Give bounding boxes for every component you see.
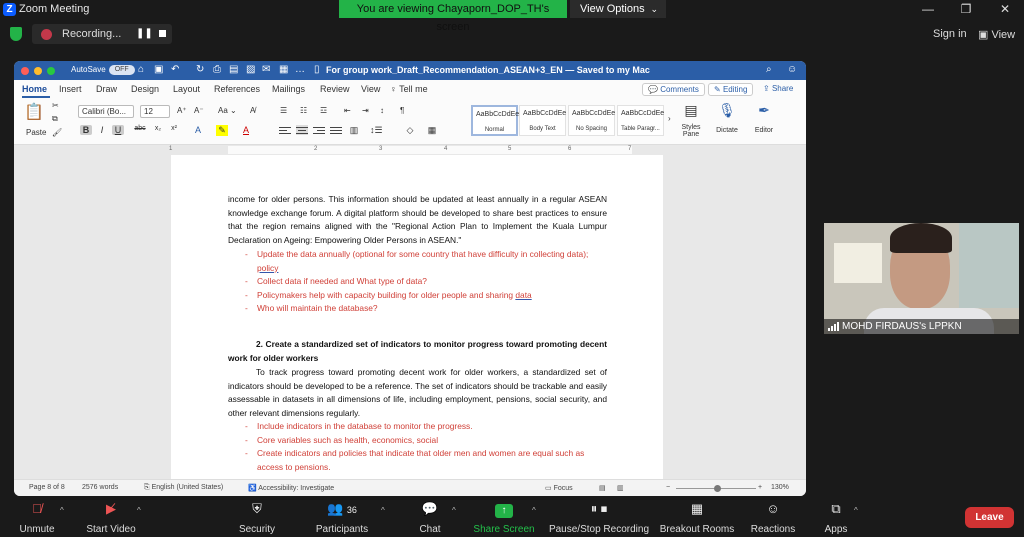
share-screen-icon: ↑ xyxy=(472,501,536,518)
zoom-in-icon[interactable]: + xyxy=(758,484,763,491)
recording-label: Recording... xyxy=(62,28,122,40)
save-icon[interactable]: ▣ xyxy=(154,64,164,75)
participants-icon: 👥 36 xyxy=(327,501,357,516)
cut-icon[interactable]: ✂ xyxy=(52,101,59,110)
underline-icon[interactable]: U xyxy=(112,125,124,135)
horizontal-ruler[interactable] xyxy=(14,145,806,155)
signal-strength-icon xyxy=(828,322,839,331)
mac-close-icon[interactable] xyxy=(21,67,29,75)
styles-pane-icon[interactable]: ▤ xyxy=(684,102,698,118)
zoom-out-icon[interactable]: − xyxy=(666,484,671,491)
style-name: Body Text xyxy=(529,126,556,132)
status-bar xyxy=(14,479,806,496)
tell-me-search[interactable] xyxy=(390,84,428,94)
bullet-item: - Update the data annually (optional for some country that have difficulty in collecting data); policy xyxy=(245,249,589,273)
chat-caret-icon[interactable]: ^ xyxy=(452,506,456,515)
editing-button[interactable]: ✎ Editing xyxy=(708,83,753,96)
web-layout-icon[interactable]: ▥ xyxy=(617,485,624,492)
focus-mode[interactable] xyxy=(545,484,573,492)
start-video-button[interactable] xyxy=(82,497,140,537)
tab-draw[interactable]: Draw xyxy=(96,84,118,94)
video-window xyxy=(959,223,1019,308)
ruler-number: 4 xyxy=(444,146,448,152)
meeting-toolbar xyxy=(0,497,1024,537)
multilevel-list-icon[interactable]: ☲ xyxy=(320,106,328,115)
view-options-button[interactable] xyxy=(570,0,666,18)
tab-design[interactable]: Design xyxy=(131,84,160,94)
participants-caret-icon[interactable]: ^ xyxy=(381,506,385,515)
tab-view[interactable]: View xyxy=(361,84,381,94)
bullets-icon[interactable]: ☰ xyxy=(280,106,288,115)
comments-button[interactable]: 💬 Comments xyxy=(642,83,705,96)
tell-me-label: Tell me xyxy=(399,84,428,94)
autosave-state: OFF xyxy=(109,65,135,75)
align-right-icon[interactable] xyxy=(313,125,325,135)
justify-icon[interactable] xyxy=(330,125,342,135)
grow-font-icon[interactable]: A⁺ xyxy=(177,106,187,115)
mac-zoom-icon[interactable] xyxy=(47,67,55,75)
video-off-icon: ▶̸ xyxy=(106,501,116,516)
bullet-text: Core variables such as health, economics, social xyxy=(257,435,439,445)
bullet-text: Policymakers help with capacity building for older people and sharing xyxy=(257,290,516,300)
reactions-label: Reactions xyxy=(750,524,796,535)
style-sample: AaBbCcDdEe xyxy=(621,110,665,117)
proofing-icon: ⎘ xyxy=(144,484,150,491)
ruler-number: 5 xyxy=(508,146,512,152)
lightbulb-icon: ♀ xyxy=(390,84,397,94)
subscript-icon[interactable]: x₂ xyxy=(154,125,162,132)
participants-label: Participants xyxy=(315,524,369,535)
document-title: For group work_Draft_Recommendation_ASEAN+3_EN — Saved to my Mac xyxy=(326,65,650,75)
bullet-item: - Policymakers help with capacity building for older people and sharing data xyxy=(245,290,532,300)
zoom-titlebar xyxy=(0,0,1024,33)
apps-label: Apps xyxy=(824,524,848,535)
video-poster xyxy=(834,243,882,283)
styles-more-icon[interactable]: › xyxy=(668,114,671,123)
bullet-text: Who will maintain the database? xyxy=(257,303,378,313)
dictate-label[interactable]: Dictate xyxy=(716,127,738,134)
muted-microphone-icon: 🎙̸ xyxy=(32,501,42,516)
bullet-item: - Include indicators in the database to monitor the progress. xyxy=(245,421,473,431)
microphone-icon[interactable]: 🎙 xyxy=(718,102,736,118)
paragraph-1: income for older persons. This information should be updated at least annually in a regular ASEAN knowledge exchange forum. A digital platform should be developed to share best practices to ensure that the region remains aligned with the "Regional Action Plan to Implement the Kuala Lumpur Declaration on Ageing: Empowering Older Persons in ASEAN." xyxy=(228,194,607,245)
document-icon[interactable]: ▤ xyxy=(229,64,239,75)
doc-file-icon: ▯ xyxy=(314,64,320,75)
ribbon-home xyxy=(14,98,806,145)
print-layout-icon[interactable]: ▤ xyxy=(599,485,606,492)
bullet-item: - Core variables such as health, economics, social xyxy=(245,435,439,445)
language-label: English (United States) xyxy=(151,484,224,491)
pause-stop-recording-button[interactable] xyxy=(548,497,650,537)
ruler-number: 7 xyxy=(628,146,632,152)
security-label: Security xyxy=(238,524,276,535)
bullet-text: Collect data if needed and What type of data? xyxy=(257,276,427,286)
view-label: View xyxy=(991,29,1016,41)
close-icon[interactable]: ✕ xyxy=(999,2,1011,16)
shield-icon: ⛨ xyxy=(252,501,262,516)
word-count[interactable]: 2576 words xyxy=(82,484,119,491)
apps-button[interactable] xyxy=(818,497,854,537)
ruler-text-area xyxy=(228,146,632,154)
style-sample: AaBbCcDdEe xyxy=(476,111,520,118)
font-size-field[interactable]: 12 xyxy=(140,105,170,118)
share-label: Share xyxy=(771,84,794,93)
zoom-logo-icon: Z xyxy=(3,3,16,16)
undo-icon[interactable]: ↶ xyxy=(171,64,180,75)
print-icon[interactable]: ⎙ xyxy=(213,64,221,75)
line-spacing-icon[interactable]: ↕☰ xyxy=(370,125,383,135)
text-effects-icon[interactable]: A xyxy=(194,125,201,135)
format-painter-icon[interactable]: 🖌 xyxy=(52,128,63,137)
participants-button[interactable] xyxy=(310,497,374,537)
shading-icon[interactable]: ◇ xyxy=(406,125,414,135)
participant-video[interactable] xyxy=(824,223,1019,334)
tab-home[interactable]: Home xyxy=(22,84,48,94)
style-sample: AaBbCcDdEe xyxy=(523,110,567,117)
bullet-item: - Create indicators and policies that indicate that older men and women are equal such as access to pensions. xyxy=(245,448,585,472)
comments-label: Comments xyxy=(660,85,699,94)
tab-mailings[interactable]: Mailings xyxy=(272,84,306,94)
style-name: Table Paragr... xyxy=(621,126,660,132)
account-icon[interactable]: ☺ xyxy=(787,64,798,75)
language[interactable] xyxy=(144,484,223,492)
audio-options-caret-icon[interactable]: ^ xyxy=(60,506,64,515)
editor-label[interactable]: Editor xyxy=(754,127,774,134)
breakout-rooms-button[interactable] xyxy=(656,497,738,537)
pause-recording-label: Pause/Stop Recording xyxy=(548,524,650,535)
bullet-text: Update the data annually (optional for some country that have difficulty in collecting data); xyxy=(257,249,589,259)
ruler-number: 1 xyxy=(169,146,173,152)
recording-indicator xyxy=(32,24,172,44)
document-page[interactable] xyxy=(171,155,663,479)
paste-label[interactable]: Paste xyxy=(26,128,47,137)
zoom-slider-thumb[interactable] xyxy=(714,485,721,492)
mac-minimize-icon[interactable] xyxy=(34,67,42,75)
page-count[interactable]: Page 8 of 8 xyxy=(29,484,65,491)
autosave-label: AutoSave xyxy=(71,65,106,75)
chart-icon[interactable]: ▦ xyxy=(279,64,289,75)
participant-hair xyxy=(890,223,952,253)
video-options-caret-icon[interactable]: ^ xyxy=(137,506,141,515)
share-caret-icon[interactable]: ^ xyxy=(532,506,536,515)
shrink-font-icon[interactable]: A⁻ xyxy=(194,106,204,115)
ruler-number: 6 xyxy=(568,146,572,152)
bold-icon[interactable]: B xyxy=(80,125,92,135)
ruler-number: 3 xyxy=(379,146,383,152)
tab-review[interactable]: Review xyxy=(320,84,350,94)
stop-recording-icon[interactable] xyxy=(159,30,166,37)
mail-icon[interactable]: ✉ xyxy=(262,64,271,75)
leave-button[interactable]: Leave xyxy=(965,507,1014,528)
chat-button[interactable] xyxy=(410,497,450,537)
accessibility-status[interactable] xyxy=(248,484,334,492)
minimize-icon[interactable]: — xyxy=(922,2,934,16)
bullet-text-underlined: policy xyxy=(257,262,279,273)
share-screen-button[interactable] xyxy=(472,497,536,537)
view-button[interactable]: ▣ View xyxy=(978,29,1016,41)
ruler-number: 2 xyxy=(314,146,318,152)
bullet-item: - Collect data if needed and What type of data? xyxy=(245,276,427,286)
search-icon[interactable]: ⌕ xyxy=(766,64,772,75)
accessibility-icon: ♿ xyxy=(248,485,257,492)
decrease-indent-icon[interactable]: ⇤ xyxy=(344,106,351,115)
participant-name-bar xyxy=(824,319,1019,334)
security-button[interactable] xyxy=(232,497,282,537)
start-video-label: Start Video xyxy=(86,524,136,535)
chat-icon: 💬 xyxy=(421,501,439,516)
more-icon[interactable]: … xyxy=(295,64,305,75)
style-table-paragraph[interactable] xyxy=(617,105,664,136)
shared-word-window xyxy=(14,61,806,496)
chevron-down-icon: ⌄ xyxy=(650,4,658,14)
paragraph-2: To track progress toward promoting decent work for older workers, a standardized set of indicators should be developed to be a reference. The set of indicators should be trackable and easily assessable in datasets in all dimensions of life, including employment, pensions, social security, and other relevant dimensions regularly. xyxy=(228,367,607,418)
columns-icon[interactable]: ▥ xyxy=(349,125,359,135)
bullet-text: Create indicators and policies that indicate that older men and women are equal such as access to pensions. xyxy=(257,448,585,472)
style-name: No Spacing xyxy=(575,126,608,132)
section-heading: 2. Create a standardized set of indicators to monitor progress toward promoting decent work for older workers xyxy=(228,339,607,363)
apps-caret-icon[interactable]: ^ xyxy=(854,506,858,515)
style-sample: AaBbCcDdEe xyxy=(572,110,616,117)
ribbon-tabs xyxy=(14,80,806,98)
tab-insert[interactable]: Insert xyxy=(59,84,82,94)
increase-indent-icon[interactable]: ⇥ xyxy=(362,106,369,115)
sign-in-link[interactable]: Sign in xyxy=(933,28,967,40)
styles-pane-label[interactable]: Styles Pane xyxy=(681,124,701,138)
chat-label: Chat xyxy=(419,524,441,535)
superscript-icon[interactable]: x² xyxy=(171,125,177,132)
style-body-text[interactable] xyxy=(519,105,566,136)
style-name: Normal xyxy=(484,127,505,133)
accessibility-label: Accessibility: Investigate xyxy=(258,485,335,492)
align-center-icon[interactable] xyxy=(296,125,308,135)
view-options-label: View Options xyxy=(580,3,645,15)
share-screen-label: Share Screen xyxy=(473,524,535,535)
show-marks-icon[interactable]: ¶ xyxy=(400,106,405,115)
focus-icon: ▭ xyxy=(545,485,552,492)
redo-icon[interactable]: ↻ xyxy=(196,64,205,75)
font-color-icon[interactable]: A xyxy=(242,125,249,135)
share-button[interactable]: ⇪ Share xyxy=(763,84,794,93)
align-left-icon[interactable] xyxy=(279,125,291,135)
style-no-spacing[interactable] xyxy=(568,105,615,136)
cloud-record-icon xyxy=(41,29,52,40)
breakout-rooms-icon: ▦ xyxy=(690,501,704,516)
autosave-toggle[interactable] xyxy=(71,65,135,75)
reactions-button[interactable] xyxy=(748,497,798,537)
restore-icon[interactable]: ❐ xyxy=(960,2,972,16)
image-icon[interactable]: ▨ xyxy=(246,64,256,75)
bullet-text: Include indicators in the database to monitor the progress. xyxy=(257,421,473,431)
highlight-icon[interactable]: ✎ xyxy=(216,125,228,136)
home-icon[interactable]: ⌂ xyxy=(138,64,145,75)
security-shield-icon[interactable] xyxy=(10,27,22,41)
tab-references[interactable]: References xyxy=(214,84,261,94)
sort-icon[interactable]: ↕ xyxy=(380,106,384,115)
bullet-text-underlined: data xyxy=(515,290,532,300)
paste-icon[interactable]: 📋 xyxy=(24,104,44,121)
zoom-level[interactable]: 130% xyxy=(771,484,789,491)
copy-icon[interactable]: ⧉ xyxy=(52,114,58,123)
unmute-label: Unmute xyxy=(19,524,55,535)
editing-label: Editing xyxy=(722,85,748,94)
focus-label: Focus xyxy=(553,485,573,492)
clear-formatting-icon[interactable]: A̸ xyxy=(250,106,256,115)
reactions-icon: ☺ xyxy=(766,501,780,516)
unmute-button[interactable] xyxy=(12,497,62,537)
app-title: Zoom Meeting xyxy=(19,3,90,15)
participants-count: 36 xyxy=(346,505,357,515)
editor-icon[interactable]: ✒ xyxy=(758,102,770,118)
change-case-icon[interactable]: Aa ⌄ xyxy=(218,106,237,115)
apps-icon: ⧉ xyxy=(831,501,841,516)
strikethrough-icon[interactable]: abc xyxy=(134,125,146,132)
italic-icon[interactable]: I xyxy=(100,125,104,135)
borders-icon[interactable]: ▦ xyxy=(427,125,437,135)
viewing-banner: You are viewing Chayaporn_DOP_TH's screen xyxy=(339,0,567,18)
font-name-field[interactable]: Calibri (Bo... xyxy=(78,105,134,118)
word-titlebar xyxy=(14,61,806,80)
document-canvas[interactable] xyxy=(14,155,806,479)
pause-stop-icon: ⏸ ⏹ xyxy=(590,501,608,516)
participant-name: MOHD FIRDAUS's LPPKN xyxy=(842,321,962,332)
bullet-item: - Who will maintain the database? xyxy=(245,303,378,313)
pause-recording-icon[interactable]: ❚❚ xyxy=(136,28,153,39)
style-normal[interactable] xyxy=(471,105,518,136)
numbering-icon[interactable]: ☷ xyxy=(300,106,308,115)
breakout-rooms-label: Breakout Rooms xyxy=(659,524,735,535)
tab-layout[interactable]: Layout xyxy=(173,84,201,94)
